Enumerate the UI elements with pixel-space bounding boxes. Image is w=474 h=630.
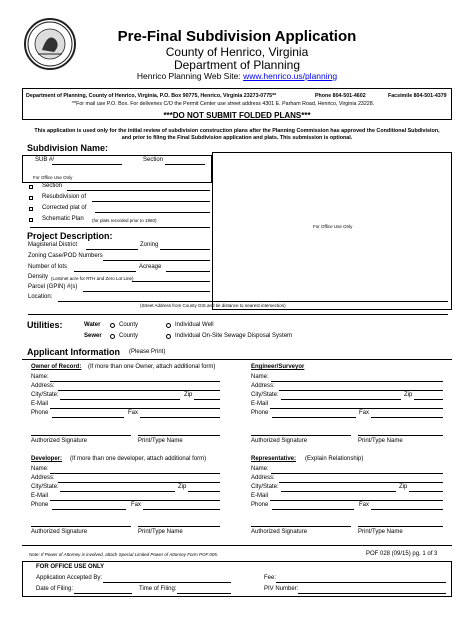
resubdivision-checkbox[interactable] [29,196,33,200]
engineer-phone-label: Phone [251,410,269,416]
engineer-name-label: Name: [251,374,269,380]
owner-heading: Owner of Record: [31,364,82,370]
developer-print-field[interactable] [138,526,220,527]
please-print-label: (Please Print) [129,349,166,355]
rep-zip-label: Zip [399,484,408,490]
density-field[interactable] [132,281,210,282]
developer-zip-label: Zip [178,484,187,490]
developer-fax-label: Fax [131,502,142,508]
rep-address-label: Address: [251,475,275,481]
intro-text: This application is used only for the initial review of subdivision construction plans after the Planning Commission has approved the Conditional Subdivision, and prior to filing the Final Subdivision application and plats. This submission is optional. [34,128,440,141]
developer-name-label: Name: [31,466,49,472]
no-folded-plans-notice: ***DO NOT SUBMIT FOLDED PLANS*** [163,111,311,120]
office-only-label: For Office Use Only [33,175,73,180]
owner-address-field[interactable] [58,390,220,391]
date-filing-field[interactable] [74,593,132,594]
owner-fax-label: Fax [128,410,139,416]
density-note: (Lots/net acre for RTH and Zero Lot Line) [51,276,134,281]
water-well-label: Individual Well [175,322,214,328]
zoning-label: Zoning [140,242,159,248]
website-line [0,71,474,81]
fee-label: Fee: [264,575,277,581]
density-label: Density [28,274,49,280]
owner-signature-label: Authorized Signature [31,438,88,444]
schematic-plan-line[interactable] [30,227,210,228]
engineer-print-field[interactable] [358,435,443,436]
magisterial-label: Magisterial District [28,242,78,248]
rep-email-label: E-Mail [251,493,269,499]
developer-signature-field[interactable] [31,526,131,527]
developer-fax-field[interactable] [143,509,220,510]
sewer-county-radio[interactable] [110,334,115,339]
engineer-email-field[interactable] [270,408,443,409]
section-label: Section [143,157,164,163]
county-name: County of Henrico, Virginia [165,45,309,59]
owner-email-label: E-Mail [31,401,49,407]
engineer-city-field[interactable] [281,399,401,400]
rep-print-field[interactable] [358,526,443,527]
sub-number-field[interactable] [52,164,122,165]
engineer-email-label: E-Mail [251,401,269,407]
corrected-plat-checkbox[interactable] [29,207,33,211]
location-field[interactable] [58,301,448,302]
fee-field[interactable] [276,582,446,583]
developer-print-label: Print/Type Name [138,529,183,535]
owner-phone-field[interactable] [52,417,124,418]
magisterial-field[interactable] [86,249,138,250]
location-field-2[interactable] [28,314,448,315]
developer-signature-label: Authorized Signature [31,529,88,535]
location-note: (Street Address from County GIS and tie distance to nearest intersection) [140,303,286,308]
rep-phone-label: Phone [251,502,269,508]
sewer-county-label: County [119,333,139,339]
owner-note: (If more than one Owner, attach additional form) [88,364,216,370]
developer-name-field[interactable] [50,473,220,474]
lots-label: Number of lots [28,264,68,270]
piv-label: PIV Number: [264,586,299,592]
owner-name-label: Name: [31,374,49,380]
time-filing-field[interactable] [177,593,231,594]
office-use-box [212,152,452,310]
sub-number-label: SUB #/ [35,157,55,163]
check-section-label: Section [42,183,63,189]
rep-name-label: Name: [251,466,269,472]
fax-number: Facsimile 804-501-4379 [388,93,447,99]
water-county-radio[interactable] [110,323,115,328]
acreage-field[interactable] [166,271,210,272]
owner-city-label: City/State: [31,392,59,398]
section-field[interactable] [165,164,205,165]
corrected-plat-line[interactable] [95,212,210,213]
engineer-name-field[interactable] [271,381,443,382]
zoning-case-field[interactable] [103,260,210,261]
owner-email-field[interactable] [50,408,220,409]
department-name: Department of Planning [173,58,301,72]
developer-phone-field[interactable] [52,509,126,510]
developer-phone-label: Phone [31,502,49,508]
piv-field[interactable] [298,593,446,594]
owner-phone-label: Phone [31,410,49,416]
acreage-label: Acreage [139,264,162,270]
parcel-field[interactable] [83,291,210,292]
form-title: Pre-Final Subdivision Application [117,28,357,45]
rep-fax-label: Fax [359,502,370,508]
parcel-label: Parcel (GPIN) #(s) [28,284,78,290]
developer-zip-field[interactable] [188,491,220,492]
representative-heading: Representative: [251,456,297,462]
accepted-by-field[interactable] [103,582,231,583]
developer-email-field[interactable] [50,500,220,501]
owner-print-field[interactable] [138,435,220,436]
address-line: Department of Planning, County of Henrico, Virginia, P.O. Box 90775, Henrico, Virginia 23273-0775** [26,93,277,99]
engineer-zip-field[interactable] [414,399,443,400]
rep-name-field[interactable] [271,473,443,474]
developer-heading: Developer: [31,456,63,462]
subdivision-heading: Subdivision Name: [27,143,109,153]
owner-signature-field[interactable] [31,435,131,436]
website-link[interactable]: www.henrico.us/planning [243,71,338,81]
owner-print-label: Print/Type Name [138,438,183,444]
project-heading: Project Description: [27,231,113,241]
applicant-heading: Applicant Information [27,347,120,357]
section-checkbox[interactable] [29,185,33,189]
sewer-label: Sewer [84,333,102,339]
sewer-septic-label: Individual On-Site Sewage Disposal System [175,333,293,339]
footer-divider [22,545,452,546]
rep-city-label: City/State: [251,484,279,490]
office-use-heading: FOR OFFICE USE ONLY [36,564,105,570]
lots-field[interactable] [74,271,136,272]
power-of-attorney-note: Note: If Power of Attorney is involved, attach Special Limited Power of Attorney Form POF 005. [29,552,219,557]
schematic-plan-label: Schematic Plan [42,216,84,222]
time-filing-label: Time of Filing: [139,586,177,592]
owner-fax-field[interactable] [140,417,220,418]
date-filing-label: Date of Filing: [36,586,74,592]
engineer-zip-label: Zip [404,392,413,398]
engineer-fax-field[interactable] [371,417,443,418]
section-line[interactable] [67,190,210,191]
phone-number: Phone 804-501-4602 [315,93,366,99]
rep-phone-field[interactable] [272,509,354,510]
office-use-label: For Office Use Only [313,224,353,229]
rep-print-label: Print/Type Name [358,529,403,535]
resubdivision-label: Resubdivision of [42,194,87,200]
developer-email-label: E-Mail [31,493,49,499]
rep-zip-field[interactable] [409,491,443,492]
rep-signature-label: Authorized Signature [251,529,308,535]
representative-note: (Explain Relationship) [305,456,364,462]
sewer-septic-radio[interactable] [166,334,171,339]
utilities-heading: Utilities: [27,320,63,330]
engineer-signature-label: Authorized Signature [251,438,308,444]
owner-address-label: Address: [31,383,55,389]
owner-zip-field[interactable] [194,399,220,400]
rep-city-field[interactable] [281,491,396,492]
owner-zip-label: Zip [184,392,193,398]
developer-address-label: Address: [31,475,55,481]
water-label: Water [84,322,101,328]
applicant-divider [22,359,452,360]
engineer-print-label: Print/Type Name [358,438,403,444]
engineer-city-label: City/State: [251,392,279,398]
schematic-plan-checkbox[interactable] [29,218,33,222]
engineer-signature-field[interactable] [251,435,351,436]
water-well-radio[interactable] [166,323,171,328]
schematic-plan-note: (for plats recorded prior to 1960) [92,218,157,223]
rep-signature-field[interactable] [251,526,351,527]
rep-fax-field[interactable] [371,509,443,510]
accepted-by-label: Application Accepted By: [36,575,103,581]
location-label: Location: [28,294,53,300]
owner-city-field[interactable] [60,399,180,400]
rep-address-field[interactable] [279,482,443,483]
zoning-field[interactable] [160,249,210,250]
website-label: Henrico Planning Web Site: [136,71,241,81]
developer-city-field[interactable] [60,491,175,492]
resubdivision-line[interactable] [92,201,210,202]
developer-note: (If more than one developer, attach additional form) [70,456,207,462]
engineer-address-label: Address: [251,383,275,389]
water-county-label: County [119,322,139,328]
form-number: POF 028 (09/15) pg. 1 of 3 [366,551,438,557]
corrected-plat-label: Corrected plat of [42,205,87,211]
owner-name-field[interactable] [50,381,220,382]
developer-city-label: City/State: [31,484,59,490]
developer-address-field[interactable] [58,482,220,483]
engineer-phone-field[interactable] [272,417,356,418]
engineer-address-field[interactable] [279,390,443,391]
rep-email-field[interactable] [270,500,443,501]
zoning-case-label: Zoning Case/POD Numbers [28,253,103,259]
delivery-note: **For mail use P.O. Box. For deliveries C/O the Permit Center use street address 4301 E. Parham Road, Henrico, Virginia 23228. [72,101,375,107]
engineer-fax-label: Fax [359,410,370,416]
engineer-heading: Engineer/Surveyor [251,364,305,370]
